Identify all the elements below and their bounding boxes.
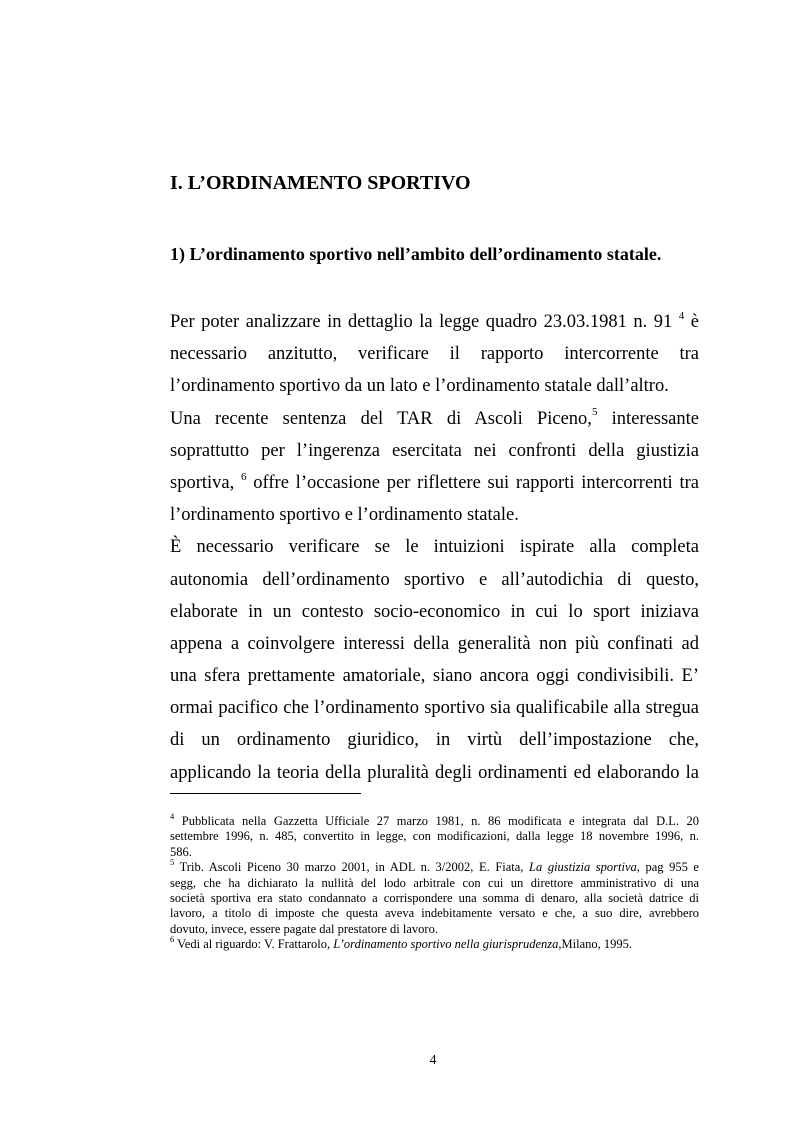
body-line: l’ordinamento sportivo da un lato e l’ordinamento statale dall’altro.	[170, 376, 669, 397]
body-line: necessario anzitutto, verificare il rapporto intercorrente tra	[170, 344, 699, 365]
body-line: una sfera prettamente amatoriale, siano ancora oggi condivisibili. E’	[170, 666, 699, 687]
body-line: ormai pacifico che l’ordinamento sportivo sia qualificabile alla stregua	[170, 698, 699, 719]
body-line: sportiva, $^6$ offre l’occasione per riflettere sui rapporti intercorrenti tra	[170, 470, 699, 493]
body-paragraphs	[170, 306, 699, 789]
footnotes	[170, 810, 699, 953]
body-line: di un ordinamento giuridico, in virtù dell’impostazione che,	[170, 730, 699, 751]
body-line: soprattutto per l’ingerenza esercitata nei confronti della giustizia	[170, 440, 699, 461]
footnote-line: 586.	[170, 844, 192, 859]
body-line: È necessario verificare se le intuizioni ispirate alla completa	[170, 537, 699, 558]
footnote-separator	[170, 793, 361, 794]
footnote-ref-5[interactable]: 5	[591, 406, 598, 419]
body-line: appena a coinvolgere interessi della generalità non più confinati ad	[170, 633, 699, 654]
page-number: 4	[429, 1053, 437, 1068]
footnote-5: $^5$ Trib. Ascoli Piceno 30 marzo 2001, in ADL n. 3/2002, E. Fiata, La giustizia sportiva, pag 955 e	[170, 857, 699, 875]
body-line: Per poter analizzare in dettaglio la legge quadro 23.03.1981 n. 91 $^4$ è	[170, 309, 700, 332]
footnote-6: $^6$ Vedi al riguardo: V. Frattarolo, L’ordinamento sportivo nella giurisprudenza,Milano, 1995.	[170, 933, 633, 952]
body-line: Una recente sentenza del TAR di Ascoli Piceno,$^5$ interessante	[170, 406, 699, 429]
body-line: elaborate in un contesto socio-economico in cui lo sport iniziava	[170, 601, 699, 622]
section-title: 1) L’ordinamento sportivo nell’ambito dell’ordinamento statale.	[170, 244, 662, 264]
footnote-ref-4[interactable]: 4	[678, 309, 685, 322]
footnote-4: $^4$ Pubblicata nella Gazzetta Ufficiale 27 marzo 1981, n. 86 modificata e integrata dal D.L. 20	[170, 810, 699, 828]
footnote-line: settembre 1996, n. 485, convertito in legge, con modificazioni, dalla legge 18 novembre 1996, n.	[170, 829, 699, 844]
body-line: autonomia dell’ordinamento sportivo e all’autodichia di questo,	[170, 569, 699, 590]
body-line: l’ordinamento sportivo e l’ordinamento statale.	[170, 505, 519, 526]
footnote-ref-6[interactable]: 6	[241, 470, 247, 483]
footnote-line: dovuto, invece, essere pagate dal prestatore di lavoro.	[170, 921, 438, 936]
footnote-line: segg, che ha dichiarato la nullità del lodo arbitrale con cui un direttore amministrativo di una	[170, 875, 699, 890]
chapter-title: I. L’ORDINAMENTO SPORTIVO	[170, 172, 471, 194]
footnote-line: lavoro, a titolo di imposte che questa aveva indebitamente versato e che, a suo dire, avrebbero	[170, 906, 699, 921]
body-line: applicando la teoria della pluralità degli ordinamenti ed elaborando la	[170, 762, 699, 783]
footnote-line: società sportiva era stato condannato a corrispondere una somma di denaro, alla società datrice di	[170, 890, 699, 905]
